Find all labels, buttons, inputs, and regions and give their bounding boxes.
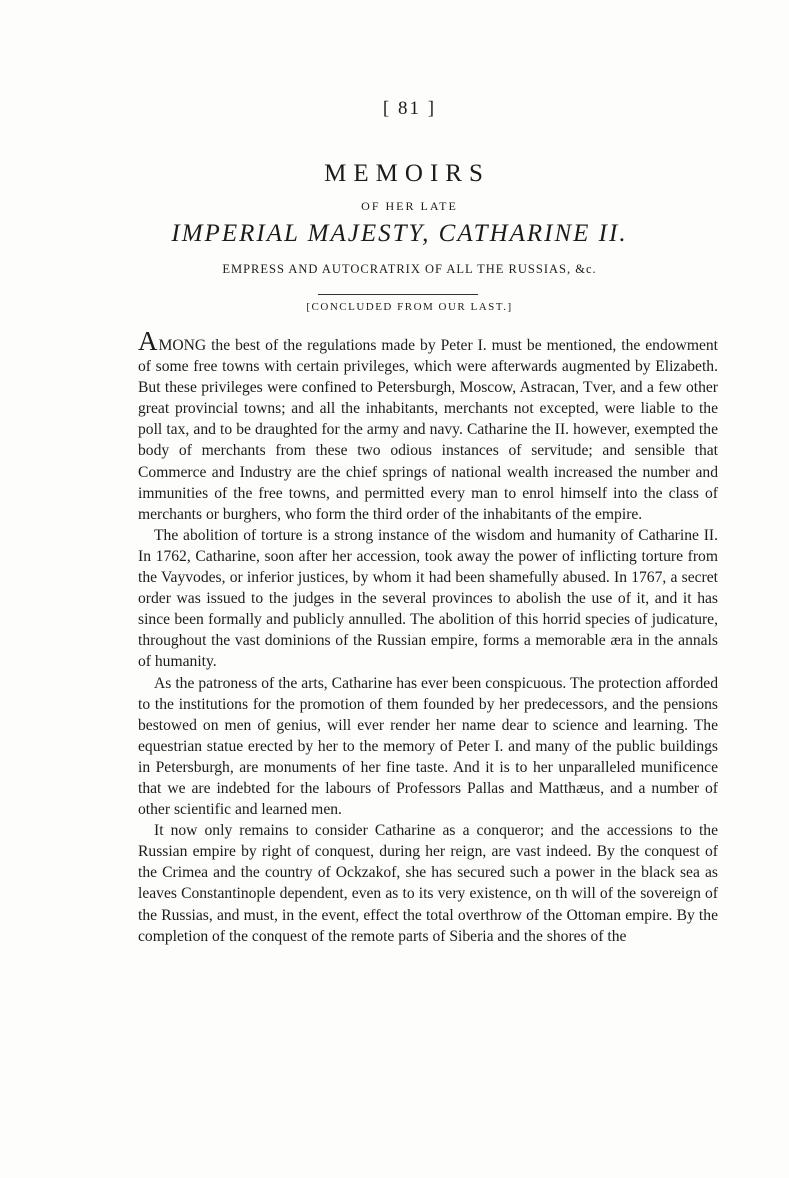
title-connector: OF HER LATE: [361, 199, 458, 213]
paragraph-text: MONG the best of the regulations made by Peter I. must be mentioned, the endowment of some free towns with certain privileges, which were afterwards augmented by Elizabeth. But these privileges were confined to Petersburgh, Moscow, Astracan, Tver, and a few other great provincial towns; and all the inhabitants, merchants not excepted, were liable to the poll tax, and to be draughted for the army and navy. Catharine the II. however, exempted the body of merchants from these two odious instances of servitude; and sensible that Commerce and Industry are the chief springs of national wealth increased the number and immunities of the free towns, and permitted every man to enrol himself into the class of merchants or burghers, who form the third order of the inhabitants of the empire.: [138, 337, 718, 523]
article-body: [138, 326, 718, 947]
page-title: MEMOIRS: [324, 160, 490, 187]
heading-divider: [318, 294, 478, 295]
paragraph-torture: The abolition of torture is a strong instance of the wisdom and humanity of Catharine II. In 1762, Catharine, soon after her accession, took away the power of inflicting torture from the Vayvodes, or inferior justices, by whom it had been shamefully abused. In 1767, a secret order was issued to the judges in the several provinces to abolish the use of it, and it has since been formally and publicly annulled. The abolition of this horrid species of judicature, throughout the vast dominions of the Russian empire, forms a memorable æra in the annals of humanity.: [138, 526, 718, 671]
paragraph-arts: As the patroness of the arts, Catharine has ever been conspicuous. The protection afforded to the institutions for the promotion of them founded by her predecessors, and the pensions bestowed on men of genius, will ever render her name dear to science and learning. The equestrian statue erected by her to the memory of Peter I. and many of the public buildings in Petersburgh, are monuments of her fine taste. And it is to her unparalleled munificence that we are indebted for the labours of Professors Pallas and Matthæus, and a number of other scientific and learned men.: [138, 674, 718, 819]
paragraph-conquest: It now only remains to consider Catharine as a conqueror; and the accessions to the Russian empire by right of conquest, during her reign, are vast indeed. By the conquest of the Crimea and the country of Ockzakof, she has secured such a power in the black sea as leaves Constantinople dependent, even as to its very existence, on th will of the sovereign of the Russias, and must, in the event, effect the total overthrow of the Ottoman empire. By the completion of the conquest of the remote parts of Siberia and the shores of the: [138, 822, 718, 945]
title-style-line: EMPRESS AND AUTOCRATRIX OF ALL THE RUSSIAS, &c.: [222, 262, 597, 276]
paragraph-commerce: [138, 326, 718, 525]
drop-cap: A: [138, 326, 158, 356]
continuation-note: [CONCLUDED FROM OUR LAST.]: [306, 301, 513, 313]
page-number: [ 81 ]: [382, 98, 437, 119]
title-subject: IMPERIAL MAJESTY, CATHARINE II.: [171, 220, 628, 247]
